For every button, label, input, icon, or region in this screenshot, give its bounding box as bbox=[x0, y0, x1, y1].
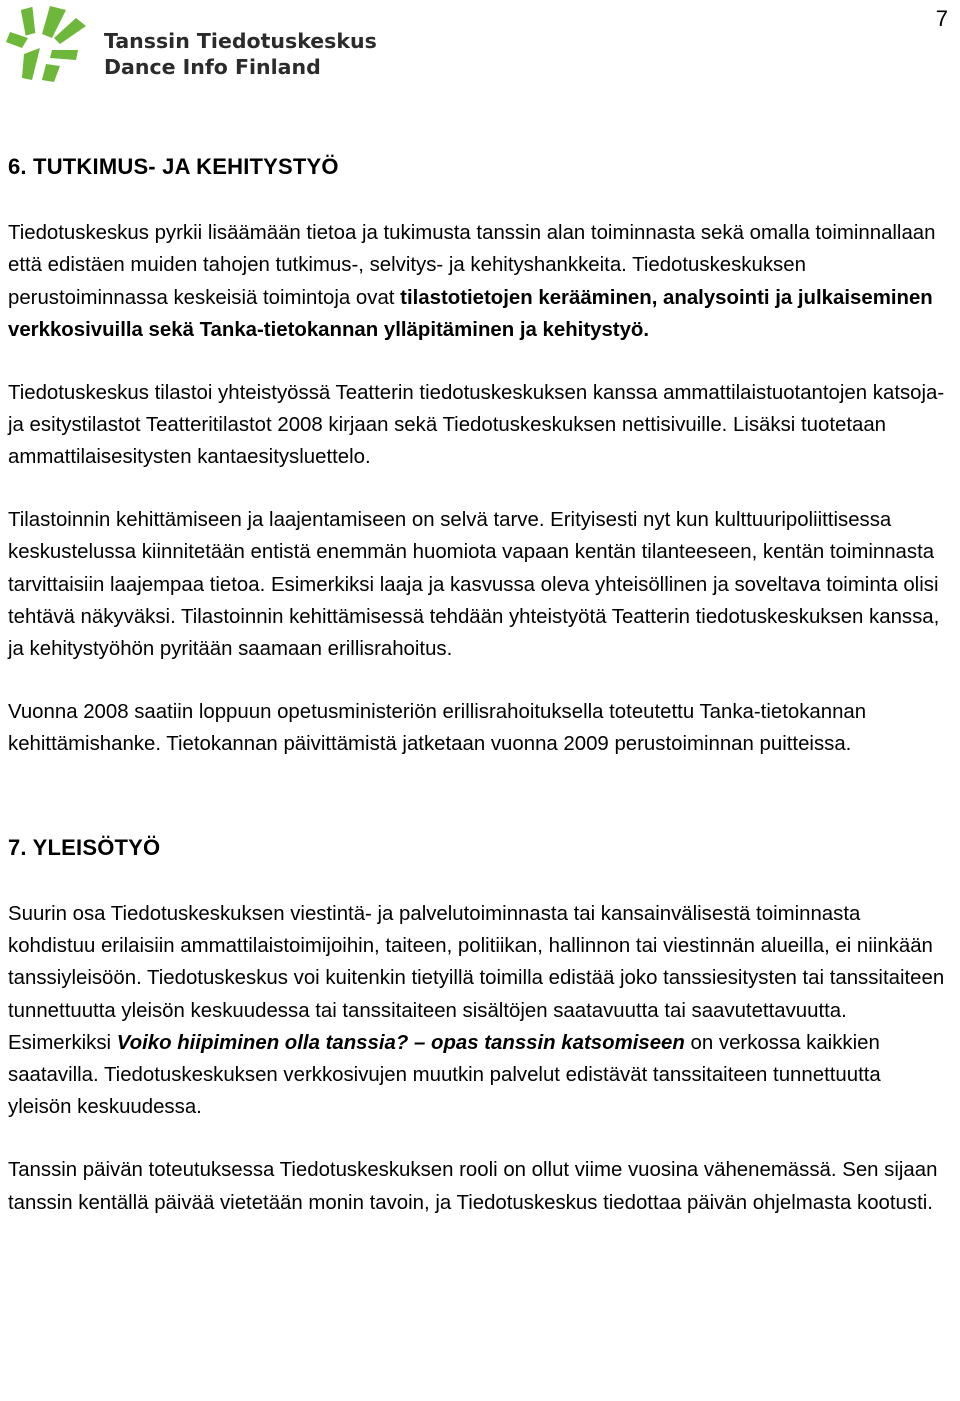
page-number: 7 bbox=[935, 6, 948, 31]
paragraph-text: Suurin osa Tiedotuskeskuksen viestintä- ja palvelutoiminnasta tai kansainvälisestä toiminnasta kohdistuu erilaisiin ammattilaistoimijoihin, taiteen, politiikan, hallinnon tai viestinnän alueilla, ei niinkään tanssiyleisöön. Tiedotuskeskus voi kuitenkin tietyillä toimilla edistää joko tanssiesitysten tai tanssitaiteen tunnettuutta yleisön keskuudessa tai tanssitaiteen sisältöjen saatavuutta tai saavutettavuutta. Esimerkiksi bbox=[8, 902, 945, 1054]
section-6-paragraph-1 bbox=[8, 217, 946, 346]
leaf-logo-icon bbox=[6, 4, 88, 82]
paragraph-bold-text: tilastotietojen kerääminen, analysointi ja julkaiseminen verkkosivuilla sekä Tanka-tietokannan ylläpitäminen ja kehitystyö. bbox=[8, 286, 933, 341]
section-heading-7: 7. YLEISÖTYÖ bbox=[8, 834, 161, 860]
paragraph-text: Tiedotuskeskus pyrkii lisäämään tietoa ja tukimusta tanssin alan toiminnasta sekä omalla toiminnallaan että edistäen muiden tahojen tutkimus-, selvitys- ja kehityshankkeita. Tiedotuskeskuksen perustoiminnassa keskeisiä toimintoja ovat bbox=[8, 222, 936, 309]
logo-line-1: Tanssin Tiedotuskeskus bbox=[104, 29, 377, 53]
section-6-paragraph-4: Vuonna 2008 saatiin loppuun opetusministeriön erillisrahoituksella toteutettu Tanka-tietokannan kehittämishanke. Tietokannan päivittämistä jatketaan vuonna 2009 perustoiminnan puitteissa. bbox=[8, 701, 867, 756]
section-6-paragraph-3: Tilastoinnin kehittämiseen ja laajentamiseen on selvä tarve. Erityisesti nyt kun kulttuuripoliittisessa keskustelussa kiinnitetään entistä enemmän huomiota vapaan kentän tilanteeseen, kentän toiminnasta tarvittaisiin laajempaa tietoa. Esimerkiksi laaja ja kasvussa oleva yhteisöllinen ja soveltava toiminta olisi tehtävä näkyväksi. Tilastoinnin kehittämisessä tehdään yhteistyötä Teatterin tiedotuskeskuksen kanssa, ja kehitystyöhön pyritään saamaan erillisrahoitus. bbox=[8, 509, 940, 661]
guide-subtitle-text: – opas tanssin katsomiseen bbox=[408, 1031, 685, 1054]
logo-line-2: Dance Info Finland bbox=[104, 55, 321, 79]
section-6-paragraph-2: Tiedotuskeskus tilastoi yhteistyössä Teatterin tiedotuskeskuksen kanssa ammattilaistuotantojen katsoja- ja esitystilastot Teatteritilastot 2008 kirjaan sekä Tiedotuskeskuksen nettisivuille. Lisäksi tuotetaan ammattilaisesitysten kantaesitysluettelo. bbox=[8, 381, 945, 469]
logo bbox=[6, 4, 386, 84]
guide-title-text: Voiko hiipiminen olla tanssia? bbox=[116, 1031, 409, 1054]
section-heading-6: 6. TUTKIMUS- JA KEHITYSTYÖ bbox=[8, 154, 339, 179]
document-body bbox=[8, 151, 946, 1219]
paragraph-text-continued: on verkossa kaikkien saatavilla. Tiedotuskeskuksen verkkosivujen muutkin palvelut edistävät tanssitaiteen tunnettuutta yleisön keskuudessa. bbox=[8, 1031, 881, 1119]
section-7-paragraph-2: Tanssin päivän toteutuksessa Tiedotuskeskuksen rooli on ollut viime vuosina vähenemässä. Sen sijaan tanssin kentällä päivää vietetään monin tavoin, ja Tiedotuskeskus tiedottaa päivän ohjelmasta kootusti. bbox=[8, 1159, 938, 1214]
section-7-paragraph-1 bbox=[8, 898, 946, 1124]
logo-wordmark bbox=[104, 28, 377, 80]
